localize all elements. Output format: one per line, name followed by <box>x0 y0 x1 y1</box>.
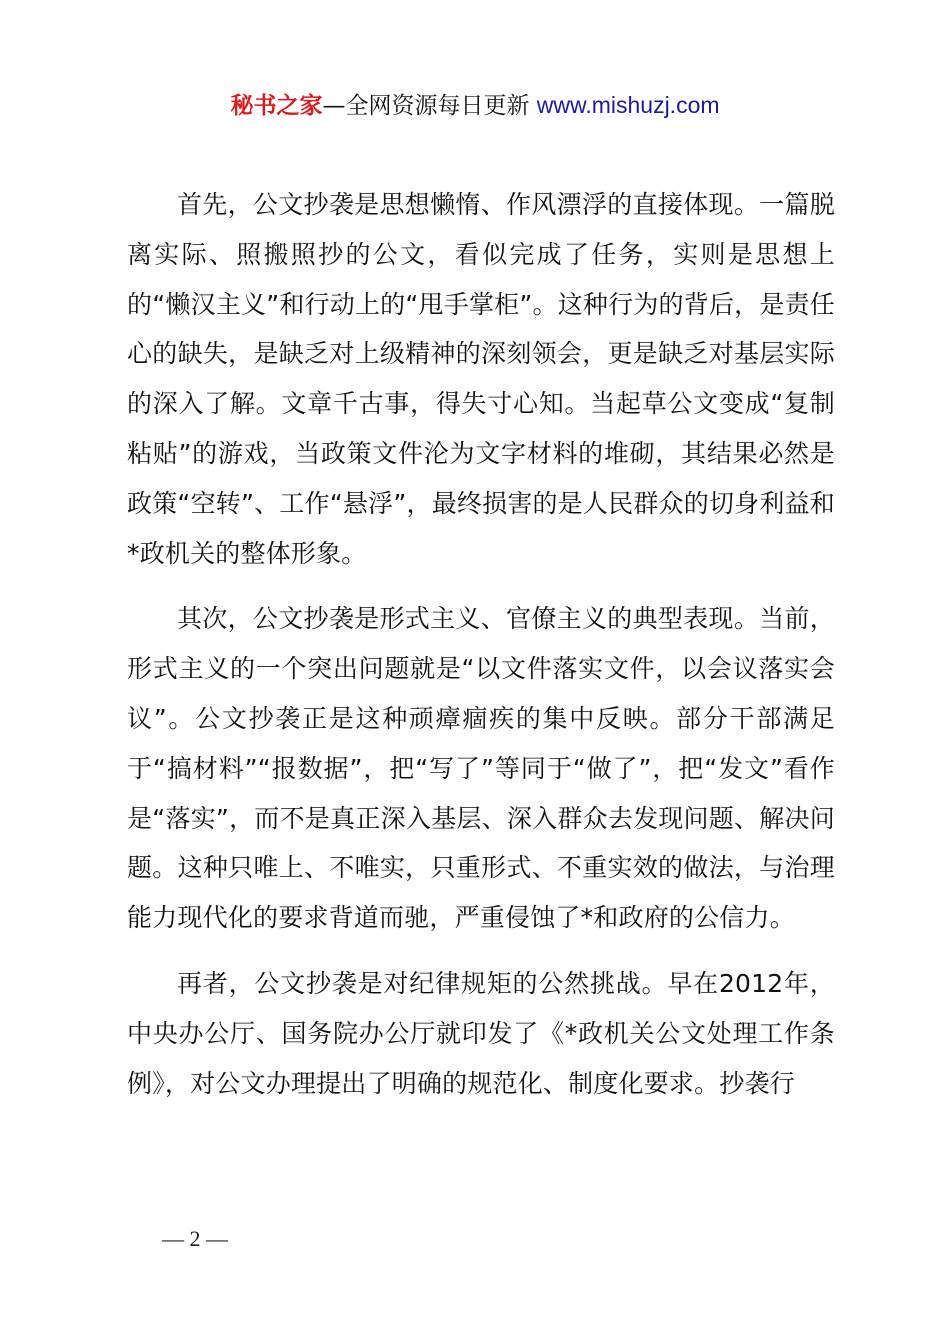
website-link[interactable]: www.mishuzj.com <box>536 92 720 118</box>
paragraph-1: 首先，公文抄袭是思想懒惰、作风漂浮的直接体现。一篇脱离实际、照搬照抄的公文，看似完成了任务，实则是思想上的“懒汉主义”和行动上的“甩手掌柜”。这种行为的背后，是责任心的缺失，是缺乏对上级精神的深刻领会，更是缺乏对基层实际的深入了解。文章千古事，得失寸心知。当起草公文变成“复制粘贴”的游戏，当政策文件沦为文字材料的堆砌，其结果必然是政策“空转”、工作“悬浮”，最终损害的是人民群众的切身利益和*政机关的整体形象。 <box>127 190 835 568</box>
page-header <box>0 88 950 123</box>
header-tagline: —全网资源每日更新 <box>322 93 530 119</box>
document-body <box>127 180 835 1124</box>
paragraph-2: 其次，公文抄袭是形式主义、官僚主义的典型表现。当前，形式主义的一个突出问题就是“以文件落实文件，以会议落实会议”。公文抄袭正是这种顽瘴痼疾的集中反映。部分干部满足于“搞材料”“报数据”，把“写了”等同于“做了”，把“发文”看作是“落实”，而不是真正深入基层、深入群众去发现问题、解决问题。这种只唯上、不唯实，只重形式、不重实效的做法，与治理能力现代化的要求背道而驰，严重侵蚀了*和政府的公信力。 <box>127 604 835 933</box>
paragraph-3: 再者，公文抄袭是对纪律规矩的公然挑战。早在2012年，中央办公厅、国务院办公厅就印发了《*政机关公文处理工作条例》，对公文办理提出了明确的规范化、制度化要求。抄袭行 <box>127 968 835 1098</box>
page-number: — 2 — <box>162 1226 228 1251</box>
brand-name: 秘书之家 <box>230 93 323 119</box>
